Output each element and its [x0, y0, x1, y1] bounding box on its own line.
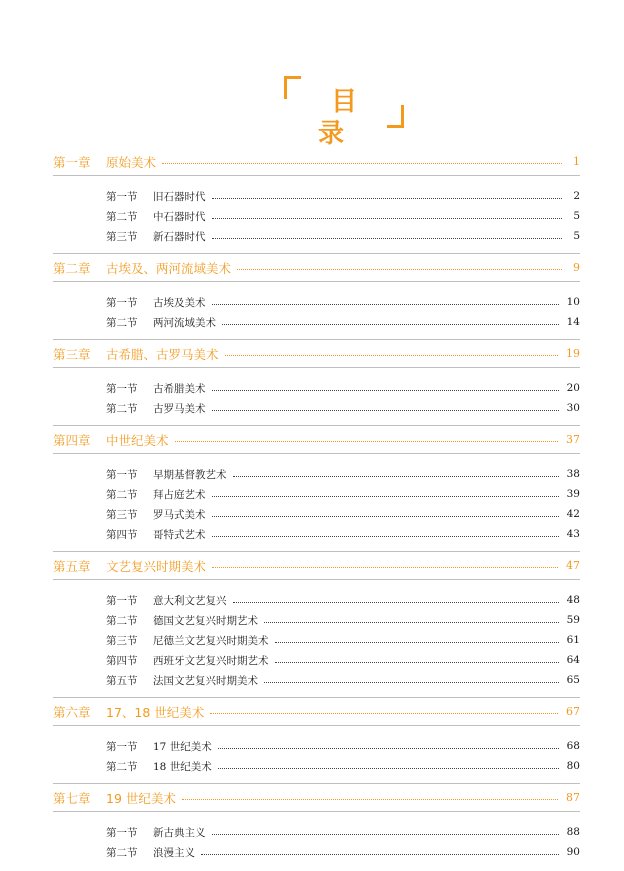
chapter-block — [53, 698, 580, 784]
section-number: 第二节 — [106, 316, 138, 329]
section-entry[interactable] — [53, 464, 580, 484]
chapter-title: 原始美术 — [106, 154, 157, 170]
chapter-block — [53, 552, 580, 698]
table-of-contents — [53, 148, 580, 869]
dot-leader — [212, 567, 558, 568]
section-entry[interactable] — [53, 186, 580, 206]
dot-leader — [218, 748, 559, 749]
chapter-title: 19 世纪美术 — [106, 790, 176, 806]
dot-leader — [212, 496, 559, 497]
chapter-entry[interactable] — [53, 148, 580, 175]
dot-leader — [237, 269, 562, 270]
chapter-entry[interactable] — [53, 254, 580, 281]
section-title: 哥特式艺术 — [153, 528, 206, 541]
section-page-number: 43 — [566, 528, 580, 540]
section-page-number: 80 — [566, 760, 580, 772]
section-title: 古埃及美术 — [153, 296, 206, 309]
section-entry[interactable] — [53, 484, 580, 504]
section-number: 第一节 — [106, 382, 138, 395]
section-title: 两河流域美术 — [153, 316, 216, 329]
section-list — [53, 812, 580, 869]
section-entry[interactable] — [53, 822, 580, 842]
dot-leader — [275, 642, 559, 643]
section-title: 新石器时代 — [153, 230, 206, 243]
section-number: 第二节 — [106, 210, 138, 223]
chapter-title: 17、18 世纪美术 — [106, 704, 205, 720]
dot-leader — [212, 304, 559, 305]
chapter-entry[interactable] — [53, 426, 580, 453]
section-page-number: 14 — [566, 316, 580, 328]
dot-leader — [233, 602, 559, 603]
section-list — [53, 282, 580, 339]
section-number: 第二节 — [106, 846, 138, 859]
section-number: 第三节 — [106, 230, 138, 243]
chapter-title: 文艺复兴时期美术 — [106, 558, 207, 574]
section-page-number: 59 — [566, 614, 580, 626]
section-entry[interactable] — [53, 292, 580, 312]
section-title: 尼德兰文艺复兴时期美术 — [153, 634, 269, 647]
section-entry[interactable] — [53, 378, 580, 398]
section-list — [53, 454, 580, 551]
section-entry[interactable] — [53, 736, 580, 756]
chapter-page-number: 37 — [566, 433, 580, 446]
section-entry[interactable] — [53, 610, 580, 630]
chapter-title: 古埃及、两河流域美术 — [106, 260, 232, 276]
section-number: 第一节 — [106, 190, 138, 203]
section-page-number: 61 — [566, 634, 580, 646]
chapter-block — [53, 784, 580, 869]
chapter-page-number: 87 — [566, 791, 580, 804]
chapter-block — [53, 254, 580, 340]
section-page-number: 48 — [566, 594, 580, 606]
section-list — [53, 368, 580, 425]
section-title: 古希腊美术 — [153, 382, 206, 395]
section-title: 意大利文艺复兴 — [153, 594, 227, 607]
section-list — [53, 580, 580, 697]
chapter-block — [53, 426, 580, 552]
section-entry[interactable] — [53, 398, 580, 418]
chapter-title: 中世纪美术 — [106, 432, 169, 448]
section-page-number: 90 — [566, 846, 580, 858]
section-entry[interactable] — [53, 206, 580, 226]
toc-title-frame — [284, 76, 404, 149]
section-page-number: 64 — [566, 654, 580, 666]
dot-leader — [162, 163, 562, 164]
section-title: 拜占庭艺术 — [153, 488, 206, 501]
section-list — [53, 726, 580, 783]
dot-leader — [212, 536, 559, 537]
dot-leader — [218, 768, 559, 769]
chapter-entry[interactable] — [53, 784, 580, 811]
chapter-number: 第六章 — [53, 704, 91, 720]
section-page-number: 42 — [566, 508, 580, 520]
section-title: 法国文艺复兴时期美术 — [153, 674, 258, 687]
section-page-number: 38 — [566, 468, 580, 480]
chapter-page-number: 1 — [573, 155, 580, 168]
section-page-number: 88 — [566, 826, 580, 838]
section-page-number: 10 — [566, 296, 580, 308]
dot-leader — [210, 713, 558, 714]
section-title: 新古典主义 — [153, 826, 206, 839]
section-number: 第三节 — [106, 634, 138, 647]
dot-leader — [212, 238, 563, 239]
section-entry[interactable] — [53, 670, 580, 690]
section-number: 第一节 — [106, 740, 138, 753]
section-entry[interactable] — [53, 630, 580, 650]
dot-leader — [225, 355, 558, 356]
section-title: 17 世纪美术 — [153, 740, 212, 753]
section-number: 第一节 — [106, 826, 138, 839]
chapter-entry[interactable] — [53, 552, 580, 579]
chapter-number: 第一章 — [53, 154, 91, 170]
section-title: 旧石器时代 — [153, 190, 206, 203]
section-number: 第二节 — [106, 402, 138, 415]
section-title: 西班牙文艺复兴时期艺术 — [153, 654, 269, 667]
dot-leader — [212, 516, 559, 517]
chapter-number: 第三章 — [53, 346, 91, 362]
section-title: 18 世纪美术 — [153, 760, 212, 773]
section-number: 第四节 — [106, 654, 138, 667]
section-list — [53, 176, 580, 253]
section-page-number: 2 — [573, 190, 580, 202]
section-page-number: 30 — [566, 402, 580, 414]
dot-leader — [275, 662, 559, 663]
dot-leader — [212, 218, 563, 219]
section-title: 德国文艺复兴时期艺术 — [153, 614, 258, 627]
section-page-number: 20 — [566, 382, 580, 394]
chapter-number: 第五章 — [53, 558, 91, 574]
section-number: 第一节 — [106, 296, 138, 309]
dot-leader — [212, 390, 559, 391]
chapter-block — [53, 340, 580, 426]
dot-leader — [212, 198, 563, 199]
section-title: 古罗马美术 — [153, 402, 206, 415]
page-title: 目录 — [317, 87, 383, 149]
section-page-number: 39 — [566, 488, 580, 500]
chapter-number: 第七章 — [53, 790, 91, 806]
section-page-number: 65 — [566, 674, 580, 686]
dot-leader — [233, 476, 559, 477]
section-title: 中石器时代 — [153, 210, 206, 223]
section-entry[interactable] — [53, 650, 580, 670]
section-number: 第三节 — [106, 508, 138, 521]
chapter-entry[interactable] — [53, 340, 580, 367]
section-entry[interactable] — [53, 504, 580, 524]
section-title: 罗马式美术 — [153, 508, 206, 521]
section-number: 第一节 — [106, 594, 138, 607]
dot-leader — [201, 854, 559, 855]
chapter-page-number: 19 — [566, 347, 580, 360]
section-page-number: 5 — [573, 230, 580, 242]
section-entry[interactable] — [53, 524, 580, 544]
dot-leader — [212, 834, 559, 835]
section-entry[interactable] — [53, 756, 580, 776]
section-entry[interactable] — [53, 842, 580, 862]
section-page-number: 68 — [566, 740, 580, 752]
section-number: 第四节 — [106, 528, 138, 541]
section-number: 第二节 — [106, 488, 138, 501]
dot-leader — [212, 410, 559, 411]
dot-leader — [182, 799, 558, 800]
section-entry[interactable] — [53, 226, 580, 246]
chapter-block — [53, 148, 580, 254]
section-entry[interactable] — [53, 590, 580, 610]
section-page-number: 5 — [573, 210, 580, 222]
chapter-number: 第二章 — [53, 260, 91, 276]
chapter-number: 第四章 — [53, 432, 91, 448]
dot-leader — [175, 441, 558, 442]
section-number: 第二节 — [106, 760, 138, 773]
chapter-page-number: 9 — [573, 261, 580, 274]
chapter-page-number: 47 — [566, 559, 580, 572]
dot-leader — [264, 682, 559, 683]
section-number: 第二节 — [106, 614, 138, 627]
section-number: 第五节 — [106, 674, 138, 687]
section-number: 第一节 — [106, 468, 138, 481]
section-title: 浪漫主义 — [153, 846, 195, 859]
chapter-title: 古希腊、古罗马美术 — [106, 346, 219, 362]
chapter-entry[interactable] — [53, 698, 580, 725]
dot-leader — [264, 622, 559, 623]
section-entry[interactable] — [53, 312, 580, 332]
dot-leader — [222, 324, 559, 325]
section-title: 早期基督教艺术 — [153, 468, 227, 481]
chapter-page-number: 67 — [566, 705, 580, 718]
